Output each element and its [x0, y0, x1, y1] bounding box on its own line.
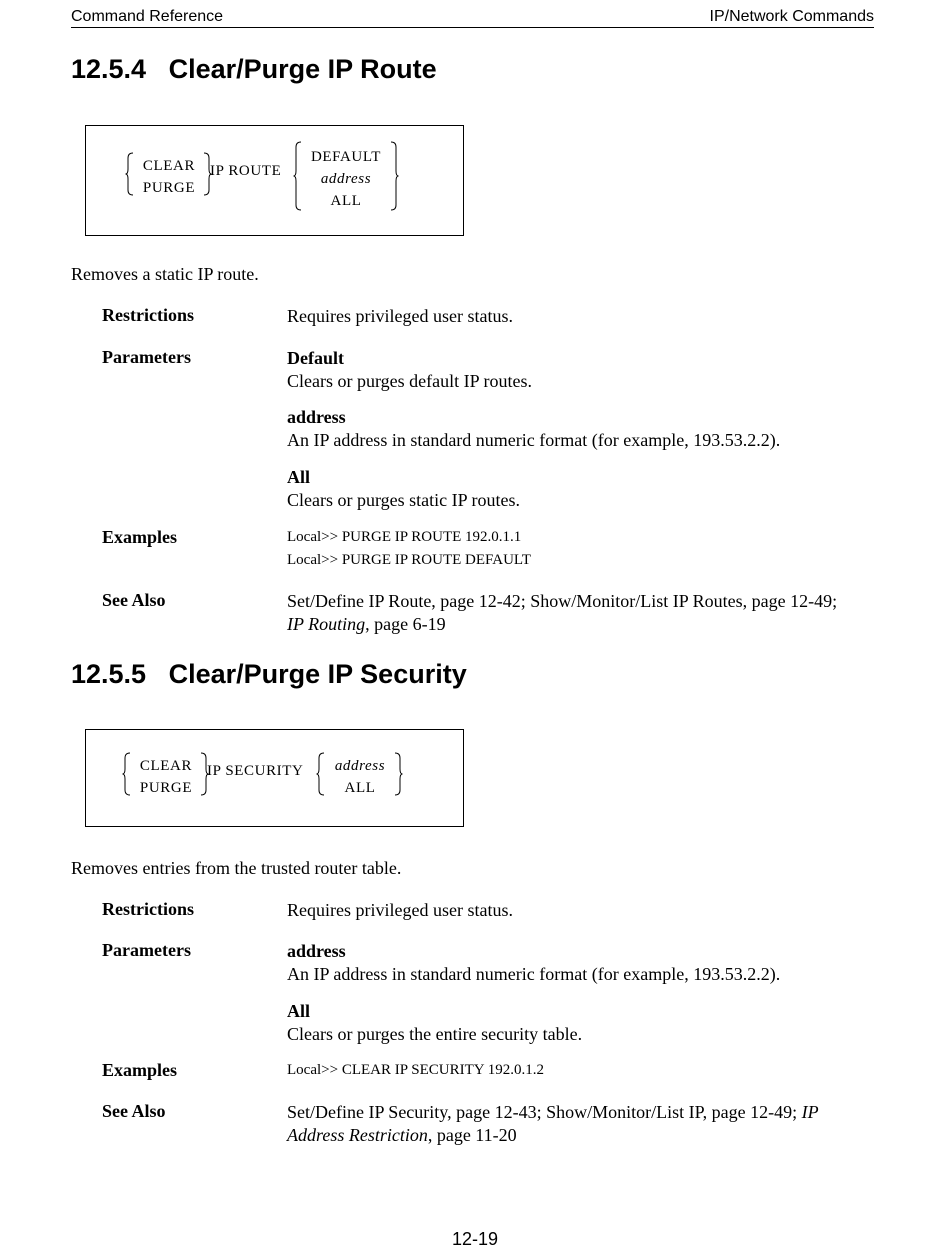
see-also-text	[287, 590, 877, 636]
see-also-rest: , page 11-20	[427, 1125, 517, 1145]
see-also-italic: IP Routing	[287, 614, 366, 634]
left-brace-icon	[293, 141, 303, 211]
parameter-item	[287, 940, 780, 986]
right-brace-icon	[389, 141, 399, 211]
parameter-name: Default	[287, 348, 344, 368]
see-also-line	[287, 1101, 887, 1124]
syntax-verb-list	[133, 755, 199, 799]
parameter-item	[287, 406, 780, 452]
parameter-item	[287, 1000, 582, 1046]
syntax-option-list	[304, 146, 388, 212]
right-brace-icon	[393, 752, 403, 796]
syntax-command: IP ROUTE	[210, 163, 282, 179]
restrictions-label: Restrictions	[102, 305, 194, 325]
left-brace-icon	[316, 752, 326, 796]
section-heading	[71, 54, 437, 85]
examples-label: Examples	[102, 1060, 178, 1080]
syntax-option: address	[320, 171, 372, 187]
parameter-desc: Clears or purges the entire security table.	[287, 1024, 583, 1044]
restrictions-text: Requires privileged user status.	[287, 900, 513, 920]
syntax-verb: CLEAR	[139, 758, 193, 774]
section-title: Clear/Purge IP Security	[168, 659, 467, 689]
parameter-item	[287, 466, 520, 512]
syntax-box	[85, 125, 464, 236]
syntax-option: address	[334, 758, 386, 774]
see-also-label: See Also	[102, 590, 166, 610]
parameter-desc: An IP address in standard numeric format (for example, 193.53.2.2).	[287, 430, 781, 450]
restrictions-label: Restrictions	[102, 899, 194, 919]
syntax-option: ALL	[344, 780, 376, 796]
section-description: Removes entries from the trusted router table.	[71, 858, 402, 878]
parameters-label: Parameters	[102, 347, 191, 367]
see-also-rest: , page 6-19	[365, 614, 446, 634]
examples-label: Examples	[102, 527, 178, 547]
parameters-label: Parameters	[102, 940, 191, 960]
see-also-text	[287, 1101, 887, 1147]
parameter-name: All	[287, 467, 311, 487]
see-also-plain: Set/Define IP Security, page 12-43; Show/Monitor/List IP, page 12-49;	[287, 1102, 798, 1122]
see-also-italic: IP	[801, 1102, 819, 1122]
parameter-name: All	[287, 1001, 311, 1021]
left-brace-icon	[122, 752, 132, 796]
parameter-name: address	[287, 407, 346, 427]
example-command: Local>> PURGE IP ROUTE DEFAULT	[287, 552, 531, 568]
example-command: Local>> CLEAR IP SECURITY 192.0.1.2	[287, 1062, 545, 1078]
section-number: 12.5.5	[71, 659, 147, 689]
syntax-verb: CLEAR	[142, 158, 196, 174]
running-header-right: IP/Network Commands	[709, 8, 874, 25]
syntax-box	[85, 729, 464, 827]
section-number: 12.5.4	[71, 54, 147, 84]
parameter-desc: An IP address in standard numeric format (for example, 193.53.2.2).	[287, 964, 781, 984]
syntax-option: DEFAULT	[310, 149, 382, 165]
section-heading	[71, 659, 467, 690]
example-command: Local>> PURGE IP ROUTE 192.0.1.1	[287, 529, 522, 545]
parameter-desc: Clears or purges default IP routes.	[287, 371, 532, 391]
syntax-verb: PURGE	[139, 780, 193, 796]
syntax-option-list	[327, 755, 393, 799]
parameter-item	[287, 347, 532, 393]
syntax-command: IP SECURITY	[207, 763, 304, 779]
see-also-line	[287, 613, 877, 636]
syntax-option: ALL	[330, 193, 362, 209]
see-also-italic: Address Restriction	[287, 1125, 428, 1145]
syntax-verb-list	[136, 155, 202, 199]
section-title: Clear/Purge IP Route	[168, 54, 437, 84]
see-also-line: Set/Define IP Route, page 12-42; Show/Monitor/List IP Routes, page 12-49;	[287, 591, 838, 611]
running-header-left: Command Reference	[71, 8, 224, 25]
header-rule	[71, 27, 874, 28]
left-brace-icon	[125, 152, 135, 196]
parameter-name: address	[287, 941, 346, 961]
see-also-label: See Also	[102, 1101, 166, 1121]
restrictions-text: Requires privileged user status.	[287, 306, 513, 326]
section-description: Removes a static IP route.	[71, 264, 259, 284]
syntax-verb: PURGE	[142, 180, 196, 196]
parameter-desc: Clears or purges static IP routes.	[287, 490, 520, 510]
page-number: 12-19	[451, 1229, 499, 1249]
see-also-line	[287, 1124, 887, 1147]
